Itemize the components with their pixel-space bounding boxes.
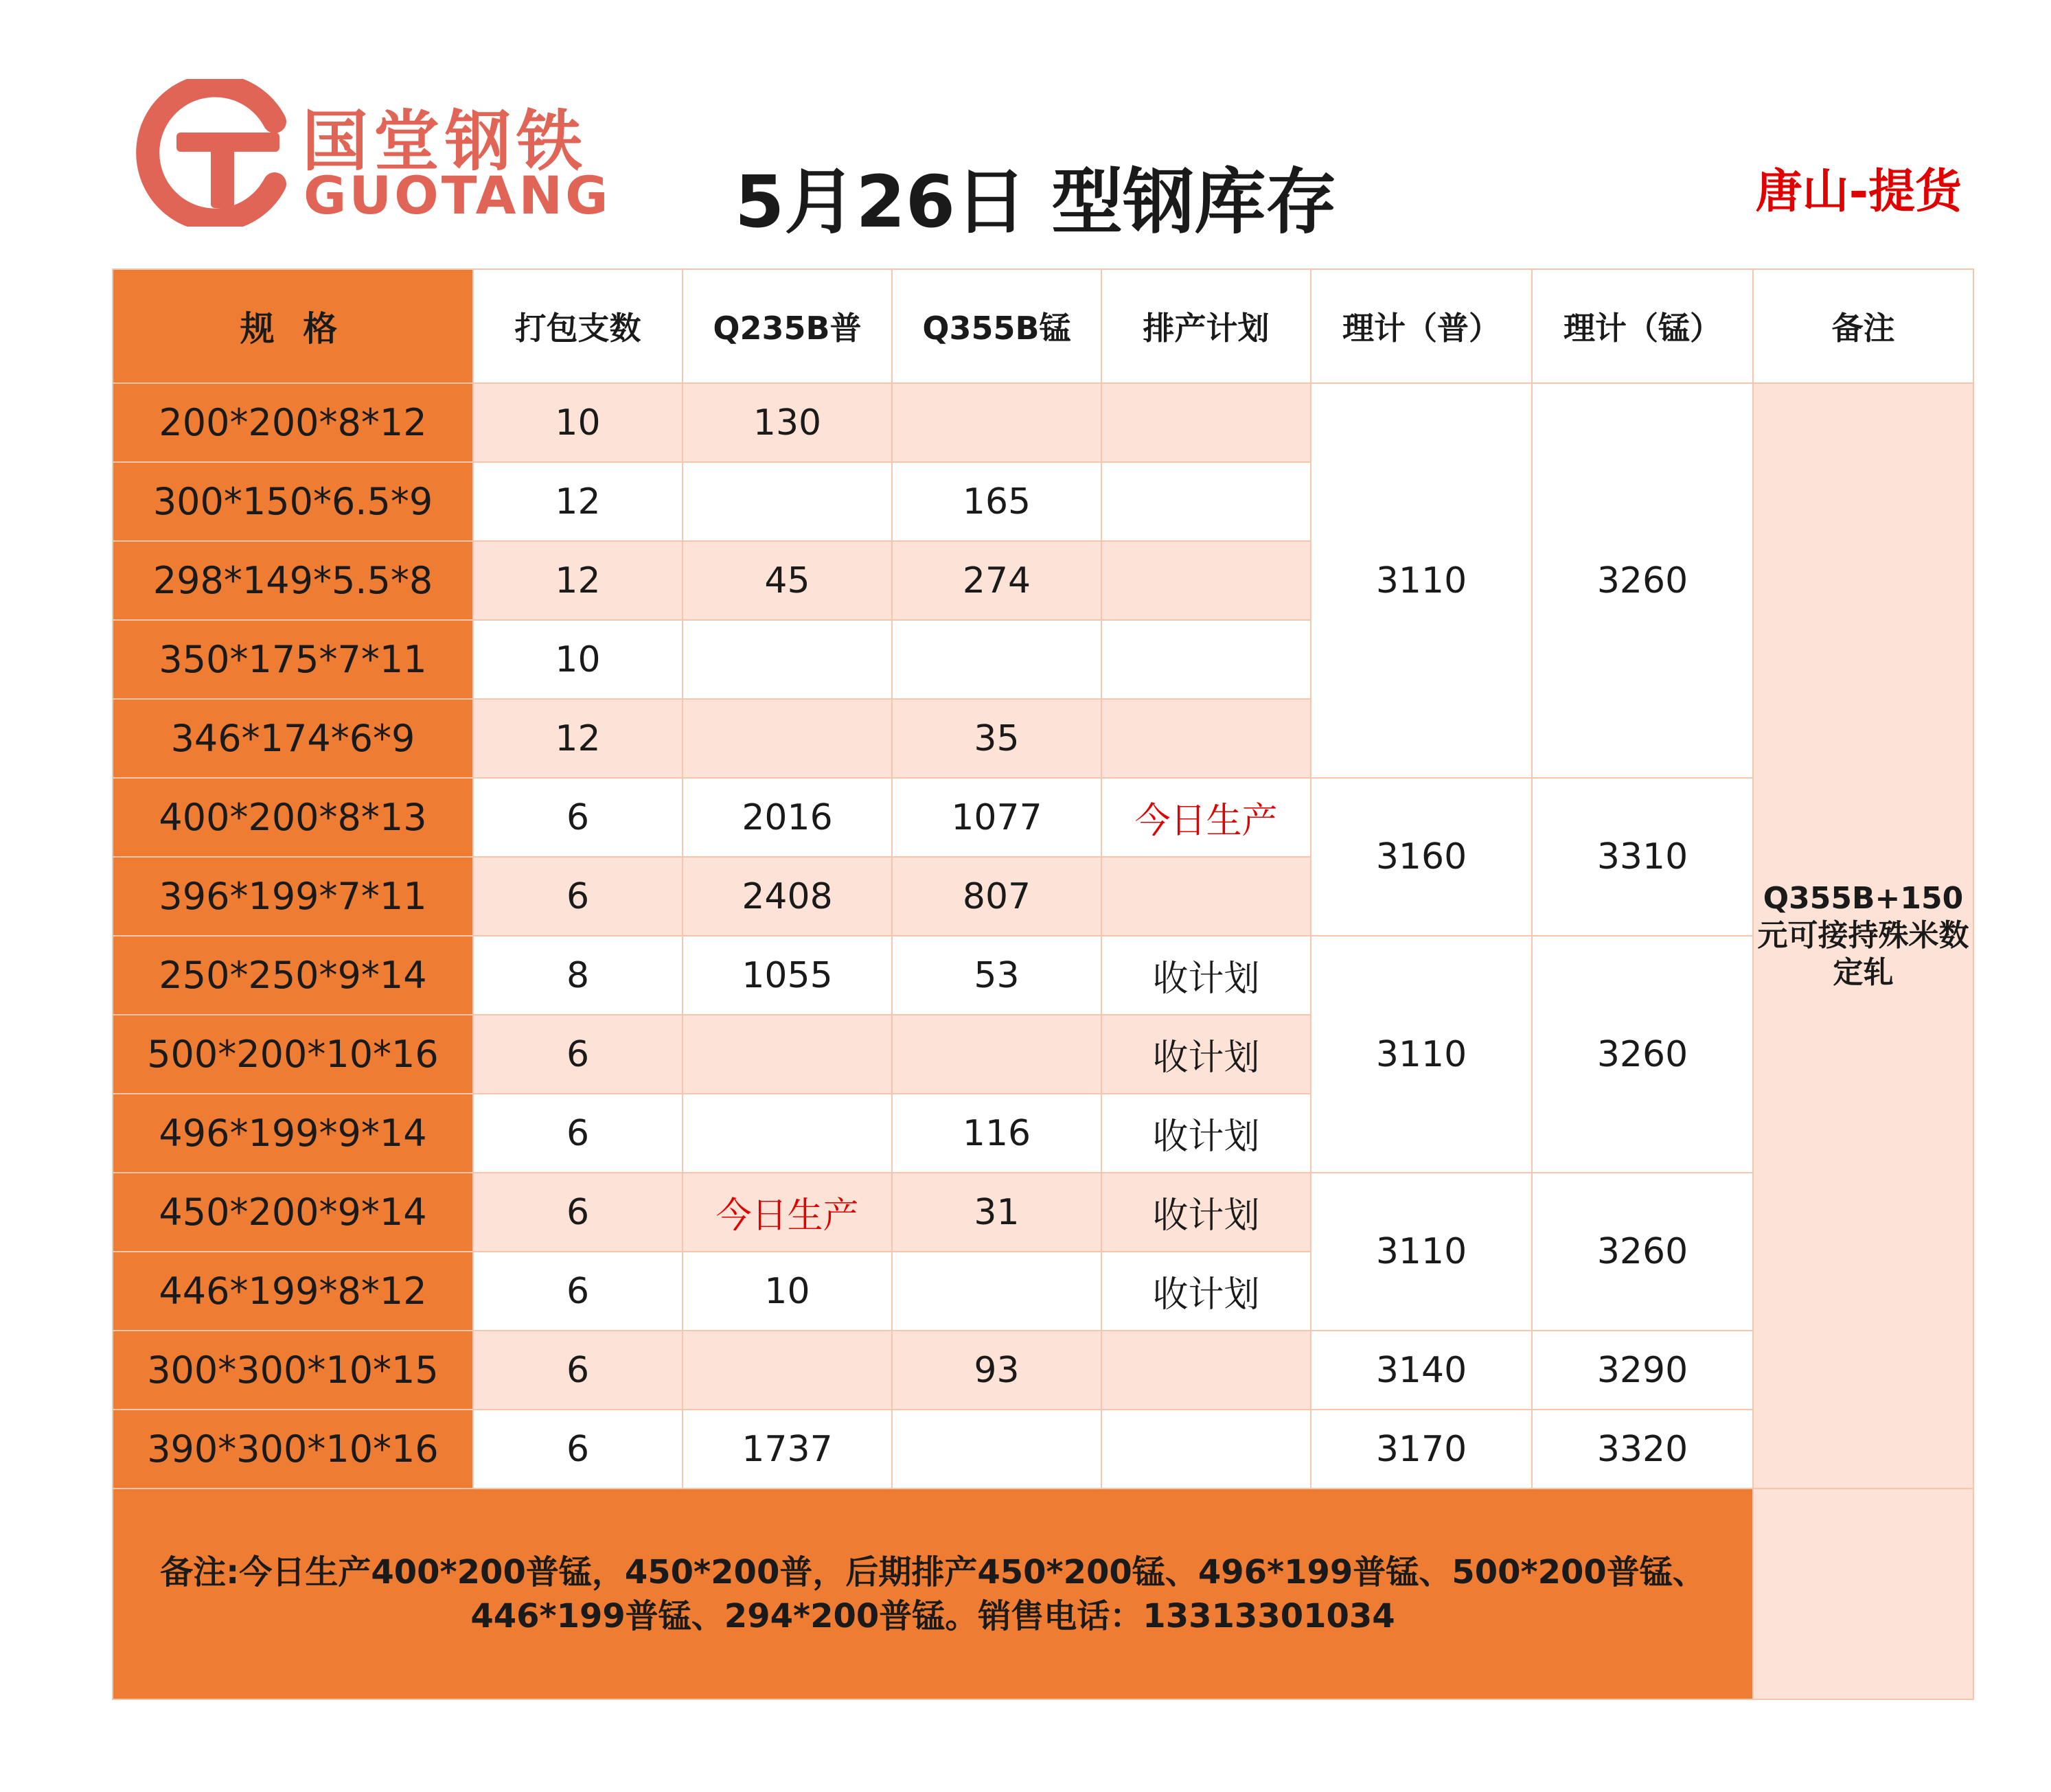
col-header-spec: 规 格 — [113, 269, 473, 383]
bundle-cell: 6 — [473, 1331, 683, 1410]
price-pu-cell: 3110 — [1311, 383, 1532, 778]
q235b-cell — [683, 462, 892, 541]
price-meng-cell: 3290 — [1532, 1331, 1753, 1410]
spec-cell: 496*199*9*14 — [113, 1094, 473, 1173]
plan-cell — [1101, 1331, 1311, 1410]
price-pu-cell: 3170 — [1311, 1410, 1532, 1489]
bundle-cell: 6 — [473, 778, 683, 857]
plan-cell — [1101, 1410, 1311, 1489]
price-pu-cell: 3140 — [1311, 1331, 1532, 1410]
q235b-cell: 1737 — [683, 1410, 892, 1489]
footer-note: 备注:今日生产400*200普锰，450*200普，后期排产450*200锰、496*199普锰、500*200普锰、446*199普锰、294*200普锰。销售电话：13313301034 — [113, 1489, 1753, 1699]
q235b-cell — [683, 620, 892, 699]
col-header-price-meng: 理计（锰） — [1532, 269, 1753, 383]
q355b-cell: 807 — [892, 857, 1101, 936]
plan-cell: 收计划 — [1101, 1094, 1311, 1173]
spec-cell: 346*174*6*9 — [113, 699, 473, 778]
plan-cell: 今日生产 — [1101, 778, 1311, 857]
logo-text-cn: 国堂钢铁 — [302, 103, 588, 180]
bundle-cell: 6 — [473, 1015, 683, 1094]
col-header-bundle: 打包支数 — [473, 269, 683, 383]
price-meng-cell: 3260 — [1532, 383, 1753, 778]
remark-cell: Q355B+150元可接持殊米数定轧 — [1753, 383, 1973, 1489]
bundle-cell: 12 — [473, 699, 683, 778]
bundle-cell: 12 — [473, 462, 683, 541]
q235b-cell: 1055 — [683, 936, 892, 1015]
spec-cell: 390*300*10*16 — [113, 1410, 473, 1489]
col-header-q235b: Q235B普 — [683, 269, 892, 383]
q235b-cell: 10 — [683, 1252, 892, 1331]
price-pu-cell: 3110 — [1311, 1173, 1532, 1331]
table-row — [113, 1173, 1973, 1252]
q355b-cell: 93 — [892, 1331, 1101, 1410]
spec-cell: 300*300*10*15 — [113, 1331, 473, 1410]
plan-cell: 收计划 — [1101, 1173, 1311, 1252]
price-meng-cell: 3260 — [1532, 1173, 1753, 1331]
q355b-cell: 165 — [892, 462, 1101, 541]
table-row — [113, 383, 1973, 462]
bundle-cell: 6 — [473, 1410, 683, 1489]
q235b-cell — [683, 1094, 892, 1173]
bundle-cell: 10 — [473, 383, 683, 462]
logo-t-emblem-icon — [148, 86, 279, 220]
bundle-cell: 6 — [473, 1094, 683, 1173]
spec-cell: 446*199*8*12 — [113, 1252, 473, 1331]
price-pu-cell: 3110 — [1311, 936, 1532, 1173]
plan-cell — [1101, 857, 1311, 936]
price-meng-cell: 3260 — [1532, 936, 1753, 1173]
table-row — [113, 936, 1973, 1015]
spec-cell: 400*200*8*13 — [113, 778, 473, 857]
table-row — [113, 1331, 1973, 1410]
spec-cell: 350*175*7*11 — [113, 620, 473, 699]
q355b-cell: 31 — [892, 1173, 1101, 1252]
q355b-cell: 116 — [892, 1094, 1101, 1173]
q355b-cell: 1077 — [892, 778, 1101, 857]
q355b-cell — [892, 620, 1101, 699]
bundle-cell: 6 — [473, 857, 683, 936]
plan-cell: 收计划 — [1101, 1015, 1311, 1094]
spec-cell: 500*200*10*16 — [113, 1015, 473, 1094]
col-header-remark: 备注 — [1753, 269, 1973, 383]
col-header-plan: 排产计划 — [1101, 269, 1311, 383]
q235b-cell: 2016 — [683, 778, 892, 857]
table-row — [113, 1410, 1973, 1489]
q235b-cell — [683, 1015, 892, 1094]
page-title: 5月26日 型钢库存 — [735, 160, 1338, 244]
spec-cell: 450*200*9*14 — [113, 1173, 473, 1252]
q235b-cell: 今日生产 — [683, 1173, 892, 1252]
table-header-row — [113, 269, 1973, 383]
q355b-cell — [892, 1015, 1101, 1094]
price-meng-cell: 3320 — [1532, 1410, 1753, 1489]
q235b-cell: 45 — [683, 541, 892, 620]
logo-text-en: GUOTANG — [303, 165, 611, 226]
spec-cell: 250*250*9*14 — [113, 936, 473, 1015]
table-row — [113, 778, 1973, 857]
bundle-cell: 8 — [473, 936, 683, 1015]
spec-cell: 200*200*8*12 — [113, 383, 473, 462]
inventory-table — [112, 268, 1974, 1700]
plan-cell — [1101, 462, 1311, 541]
q235b-cell — [683, 1331, 892, 1410]
col-header-q355b: Q355B锰 — [892, 269, 1101, 383]
plan-cell — [1101, 620, 1311, 699]
col-header-price-pu: 理计（普） — [1311, 269, 1532, 383]
price-pu-cell: 3160 — [1311, 778, 1532, 936]
q235b-cell: 130 — [683, 383, 892, 462]
footer-row — [113, 1489, 1973, 1699]
q355b-cell — [892, 1410, 1101, 1489]
q355b-cell: 35 — [892, 699, 1101, 778]
plan-cell: 收计划 — [1101, 1252, 1311, 1331]
pickup-location: 唐山-提货 — [1755, 165, 1962, 219]
plan-cell — [1101, 383, 1311, 462]
q355b-cell — [892, 383, 1101, 462]
q355b-cell: 274 — [892, 541, 1101, 620]
spec-cell: 396*199*7*11 — [113, 857, 473, 936]
q235b-cell: 2408 — [683, 857, 892, 936]
plan-cell — [1101, 541, 1311, 620]
q355b-cell — [892, 1252, 1101, 1331]
price-meng-cell: 3310 — [1532, 778, 1753, 936]
bundle-cell: 10 — [473, 620, 683, 699]
plan-cell: 收计划 — [1101, 936, 1311, 1015]
footer-blank-cell — [1753, 1489, 1973, 1699]
plan-cell — [1101, 699, 1311, 778]
bundle-cell: 6 — [473, 1252, 683, 1331]
bundle-cell: 12 — [473, 541, 683, 620]
q355b-cell: 53 — [892, 936, 1101, 1015]
q235b-cell — [683, 699, 892, 778]
spec-cell: 300*150*6.5*9 — [113, 462, 473, 541]
spec-cell: 298*149*5.5*8 — [113, 541, 473, 620]
bundle-cell: 6 — [473, 1173, 683, 1252]
